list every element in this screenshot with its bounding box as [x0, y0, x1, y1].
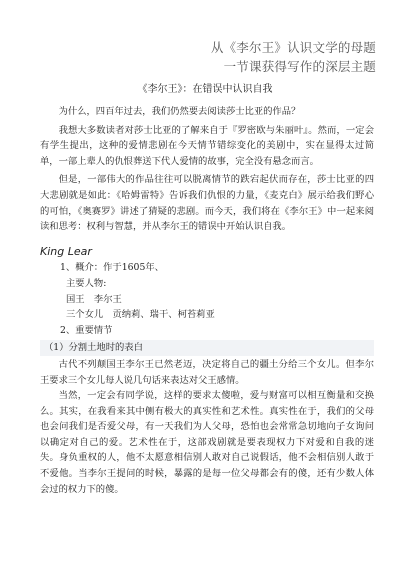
article-title: 《李尔王》：在错误中认识自我: [137, 84, 273, 95]
subsection-heading: （1）分割土地时的表白: [40, 340, 374, 356]
outline-item-plot: 2、重要情节: [60, 324, 113, 336]
paragraph: 为什么，四百年过去，我们仍然要去阅读莎士比亚的作品？: [58, 106, 301, 117]
article-body: [40, 104, 374, 497]
characters-label: 主要人物:: [66, 277, 107, 289]
characters-king: 国王 李尔王: [66, 293, 122, 305]
paragraph: 我想大多数读者对莎士比亚的了解来自于『罗密欧与朱丽叶』。然而，一定会有学生提出，这种的爱情悲剧在今天情节错综变化的美剧中，实在显得太过简单，一部上辈人的仇恨葬送下代人爱情的故事，完全没有悬念而言。: [40, 124, 374, 167]
characters-daughters: 三个女儿 贡纳莉、瑞干、柯苔莉亚: [66, 309, 215, 321]
header-line-2: 一节课获得写作的深层主题: [223, 59, 376, 74]
paragraph: 但是，一部伟大的作品往往可以脱离情节的跌宕起伏而存在，莎士比亚的四大悲剧就是如此：《哈姆雷特》告诉我们仇恨的力量，《麦克白》展示给我们野心的可怕，《奥赛罗》讲述了猜疑的悲剧。而今天，我们将在《李尔王》中一起来阅读和思考：权利与智慧，并从李尔王的错误中开始认识自我。: [40, 174, 374, 233]
header-line-1: 从《李尔王》认识文学的母题: [210, 40, 376, 55]
section-heading: King Lear: [40, 244, 92, 258]
header: [211, 38, 376, 76]
outline-item-overview: 1、概介：作于1605年、: [60, 262, 164, 274]
paragraph: 古代不列颠国王李尔王已然老迈，决定将自己的疆土分给三个女儿。但李尔王要求三个女儿每人说几句话来表达对父王感情。: [40, 358, 374, 386]
paragraph: 当然，一定会有同学说，这样的要求太傻啦，爱与财富可以相互衡量和交换么。其实，在我看来其中侧有极大的真实性和艺术性。真实性在于，我们的父母也会问我们是否爱父母，有一天我们为人父母，恐怕也会常常急切地向子女询问以确定对自己的爱。艺术性在于，这部戏剧就是要表现权力下对爱和自我的迷失。身负重权的人，他不太愿意相信别人敢对自己说假话，他不会相信别人敢于不爱他。当李尔王提问的时候，暴露的是每一位父母都会有的傻，还有少数人体会过的权力下的傻。: [40, 390, 374, 495]
